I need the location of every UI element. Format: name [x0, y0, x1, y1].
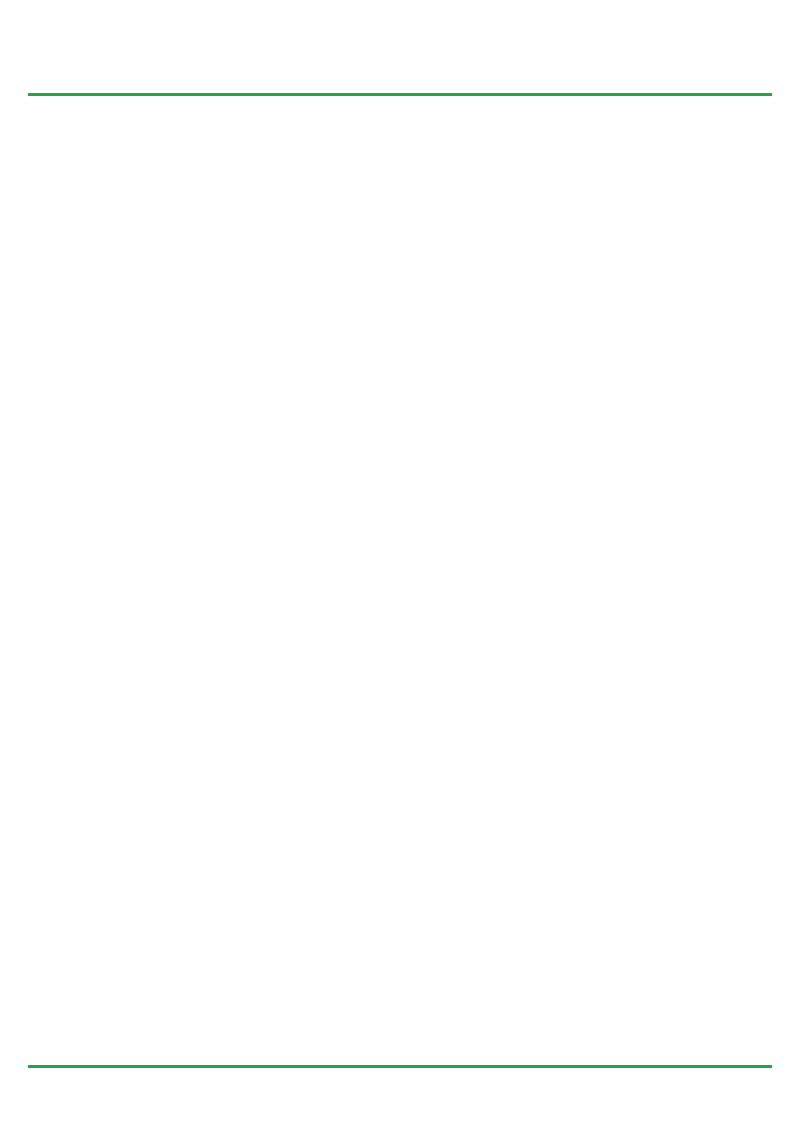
figure7-breakdown-voltage-chart — [60, 140, 390, 380]
figure11-thermal-impedance-chart — [215, 715, 585, 955]
figure9-safe-operating-area-chart — [60, 415, 390, 665]
figure8-on-resistance-chart — [400, 140, 740, 380]
figure10-drain-current-chart — [400, 415, 730, 660]
header-divider — [28, 93, 772, 96]
yfw-logo — [34, 4, 36, 50]
footer-divider — [28, 1065, 772, 1068]
